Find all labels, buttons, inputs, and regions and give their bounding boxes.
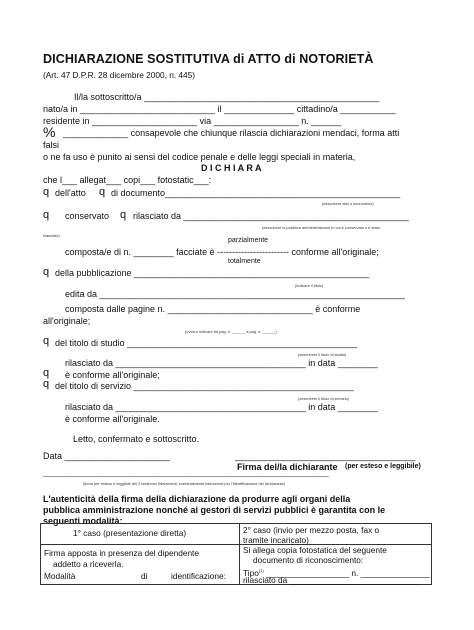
label-documento: di documento_______________________________________________ — [111, 188, 401, 198]
case-2-line-1: Si allega copia fotostatica del seguente — [243, 545, 387, 555]
case-2-tipo-label: Tipo — [243, 567, 259, 578]
checkbox-conservato[interactable]: q — [43, 209, 50, 221]
label-titolo-studio: del titolo di studio ______________________________________________ — [55, 338, 358, 348]
label-conservato: conservato — [65, 211, 110, 221]
witnesses-line: ______________________________________________________________________________ — [43, 470, 330, 477]
label-pubblicazione: della pubblicazione _______________________________________________ — [55, 268, 370, 278]
signature-note: (per esteso e leggibile) — [345, 463, 421, 470]
note-amministrazione-b: rilasciato) — [43, 233, 60, 238]
case-1-identificazione: identificazione: — [171, 571, 226, 581]
checkbox-conforme-studio[interactable]: q — [43, 367, 50, 379]
letto-confermato: Letto, confermato e sottoscritto. — [73, 434, 200, 444]
case-1-modalita: Modalità — [44, 571, 76, 581]
checkbox-documento[interactable]: q — [99, 186, 106, 198]
signature-label: Firma del/la dichiarante — [237, 462, 338, 472]
line-nato: nato/a in ___________________________ il ______________ cittadino/a ___________ — [43, 104, 396, 114]
checkbox-pubblicazione[interactable]: q — [43, 266, 50, 278]
document-title: DICHIARAZIONE SOSTITUTIVA di ATTO di NOTORIETÀ — [43, 52, 374, 66]
line-residente: residente in _____________________ via _________________ n. ______ — [43, 116, 342, 126]
signature-line: ____________________________________ — [235, 451, 416, 461]
label-conforme-servizio: è conforme all'originale. — [65, 414, 160, 424]
document-subtitle: (Art. 47 D.P.R. 28 dicembre 2000, n. 445) — [43, 70, 196, 80]
case-2-rilasciato: rilasciato da ____________________________ — [243, 575, 419, 585]
line-allegate: che l___ allegat___ copi___ fotostatic___: — [43, 175, 212, 185]
case-2-tipo-fields: __________________ n. _______________ — [266, 567, 430, 578]
line-falsi: falsi — [43, 140, 60, 150]
line-rilasciato-studio: rilasciato da ______________________________________ in data ________ — [65, 358, 378, 368]
label-conforme-studio: è conforme all'originale; — [65, 370, 160, 380]
witnesses-note: (firma per esteso e leggibile dei 2 testimoni fidefacienti, eventualmente intervenuti per l'identificazione del dichiarante) — [83, 481, 286, 486]
line-composta-pagine: composta dalle pagine n. _____________________________ è conforme — [65, 304, 361, 314]
checkbox-atto[interactable]: q — [43, 186, 50, 198]
authenticity-line-3: seguenti modalità: — [43, 516, 123, 526]
authentication-table — [40, 523, 432, 585]
label-parzialmente: parzialmente — [228, 237, 269, 244]
note-titolo-servizio: (descrivere il titolo di servizio) — [298, 396, 350, 401]
case-1-di: di — [141, 571, 148, 581]
footnote-marker: (1) — [258, 568, 264, 573]
case-1-line-2: addetto a riceverla. — [53, 559, 124, 569]
checkbox-titolo-studio[interactable]: q — [43, 335, 50, 347]
line-sottoscritto: Il/la sottoscritto/a _______________________________________________ — [74, 92, 380, 102]
note-pagine: (ovvero indicare da pag. n. ______ a pag. n. ______) — [185, 329, 277, 334]
header-case-2-a: 2° caso (invio per mezzo posta, fax o — [243, 525, 380, 535]
table-divider — [239, 524, 240, 584]
line-punito: o ne fa uso è punito ai sensi del codice penale e delle leggi speciali in materia, — [43, 152, 356, 162]
percent-symbol: % — [43, 124, 56, 140]
case-1-line-1: Firma apposta in presenza del dipendente — [44, 548, 199, 558]
label-atto: dell'atto — [55, 188, 86, 198]
line-edita: edita da _____________________________________________________________ — [65, 289, 405, 299]
line-rilasciato-servizio: rilasciato da ______________________________________ in data ________ — [65, 402, 378, 412]
data-field: Data _____________________ — [43, 451, 170, 461]
dichiara-heading: D I C H I A R A — [201, 163, 262, 173]
checkbox-titolo-servizio[interactable]: q — [43, 378, 50, 390]
line-composta: composta/e di n. ________ facciate è ------------------------ conforme all'originale; — [65, 247, 379, 257]
checkbox-rilasciato[interactable]: q — [120, 209, 127, 221]
label-totalmente: totalmente — [228, 258, 261, 265]
case-2-line-2: documento di riconoscimento: — [253, 555, 364, 565]
line-originale: all'originale; — [43, 316, 91, 326]
header-case-2-b: tramite incaricato) — [243, 535, 309, 545]
note-titolo-studio: (descrivere il titolo di studio) — [298, 352, 347, 357]
label-titolo-servizio: del titolo di servizio ____________________________________________ — [55, 381, 354, 391]
label-rilasciato: rilasciato da _____________________________________________ — [133, 211, 409, 221]
authenticity-line-1: L'autenticità della firma della dichiarazione da produrre agli organi della — [43, 494, 351, 504]
header-case-1: 1° caso (presentazione diretta) — [73, 528, 187, 538]
line-consapevole: _____________ consapevole che chiunque rilascia dichiarazioni mendaci, forma atti — [63, 128, 400, 138]
authenticity-line-2: pubblica amministrazione nonché ai gestori di servizi pubblici è garantita con le — [43, 505, 386, 515]
note-amministrazione: (descrivere la pubblica amministrazione in cui è conservato o è stato — [262, 225, 380, 230]
note-titolo: (indicare il titolo) — [295, 283, 324, 288]
note-atto: (descrivere atto o documento) — [322, 201, 374, 206]
